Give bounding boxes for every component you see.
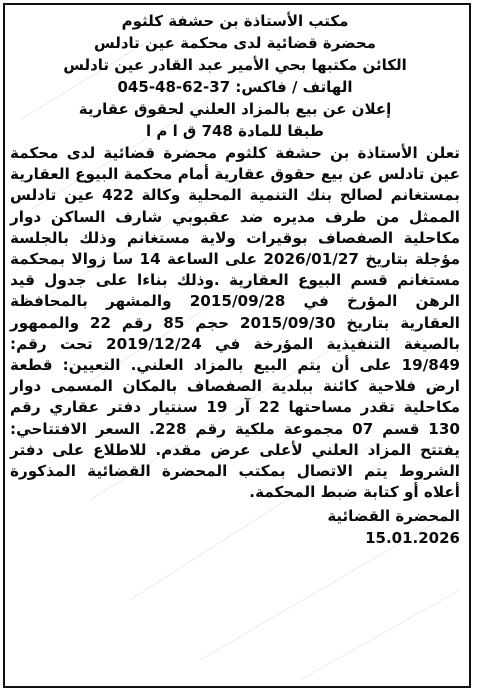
- office-title: محضرة قضائية لدى محكمة عين تادلس: [94, 34, 376, 52]
- legal-notice: [10, 10, 460, 549]
- notice-subtitle: طبقا للمادة 748 ق ا م ا: [145, 122, 324, 140]
- notice-date: 15.01.2026: [365, 529, 460, 548]
- notice-title: إعلان عن بيع بالمزاد العلني لحقوق عقارية: [78, 100, 392, 118]
- office-phone: الهاتف / فاكس: 37-62-48-045: [117, 78, 353, 96]
- signature: المحضرة القضائية: [327, 507, 460, 526]
- notice-body: تعلن الأستاذة بن حشفة كلثوم محضرة قضائية لدى محكمة عين تادلس عن بيع حقوق عقارية أمام محكمة البيوع العقارية بمستغانم لصالح بنك التنمية المحلية وكالة 422 عين تادلس الممثل من طرف مديره ضد عقبوبي شارف الساكن دوار مكاحلية الصفصاف بوقيرات ولاية مستغانم وذلك بالجلسة مؤجلة بتاريخ 2026/01/27 على الساعة 14 سا زوالا بمحكمة مستغانم قسم البيوع العقارية .وذلك بناءا على جدول قيد الرهن المؤرخ في 2015/09/28 والمشهر بالمحافظة العقارية بتاريخ 2015/09/30 حجم 85 رقم 22 والممهور بالصيغة التنفيذية المؤرخة في 2019/12/24 تحت رقم: 19/849 على أن يتم البيع بالمزاد العلني. التعيين: قطعة ارض فلاحية كائنة ببلدية الصفصاف بالمكان المسمى دوار مكاحلية تقدر مساحتها 22 آر 19 سنتيار دفتر عقاري رقم 130 قسم 07 مجموعة ملكية رقم 228. السعر الافتتاحي: يفتتح المزاد العلني لأعلى عرض مقدم. للاطلاع على دفتر الشروط يتم الاتصال بمكتب المحضرة القضائية المذكورة أعلاه أو كتابة ضبط المحكمة.: [10, 144, 461, 502]
- office-address: الكائن مكتبها بحي الأمير عبد القادر عين تادلس: [63, 56, 407, 74]
- office-name: مكتب الأستاذة بن حشفة كلثوم: [121, 12, 349, 30]
